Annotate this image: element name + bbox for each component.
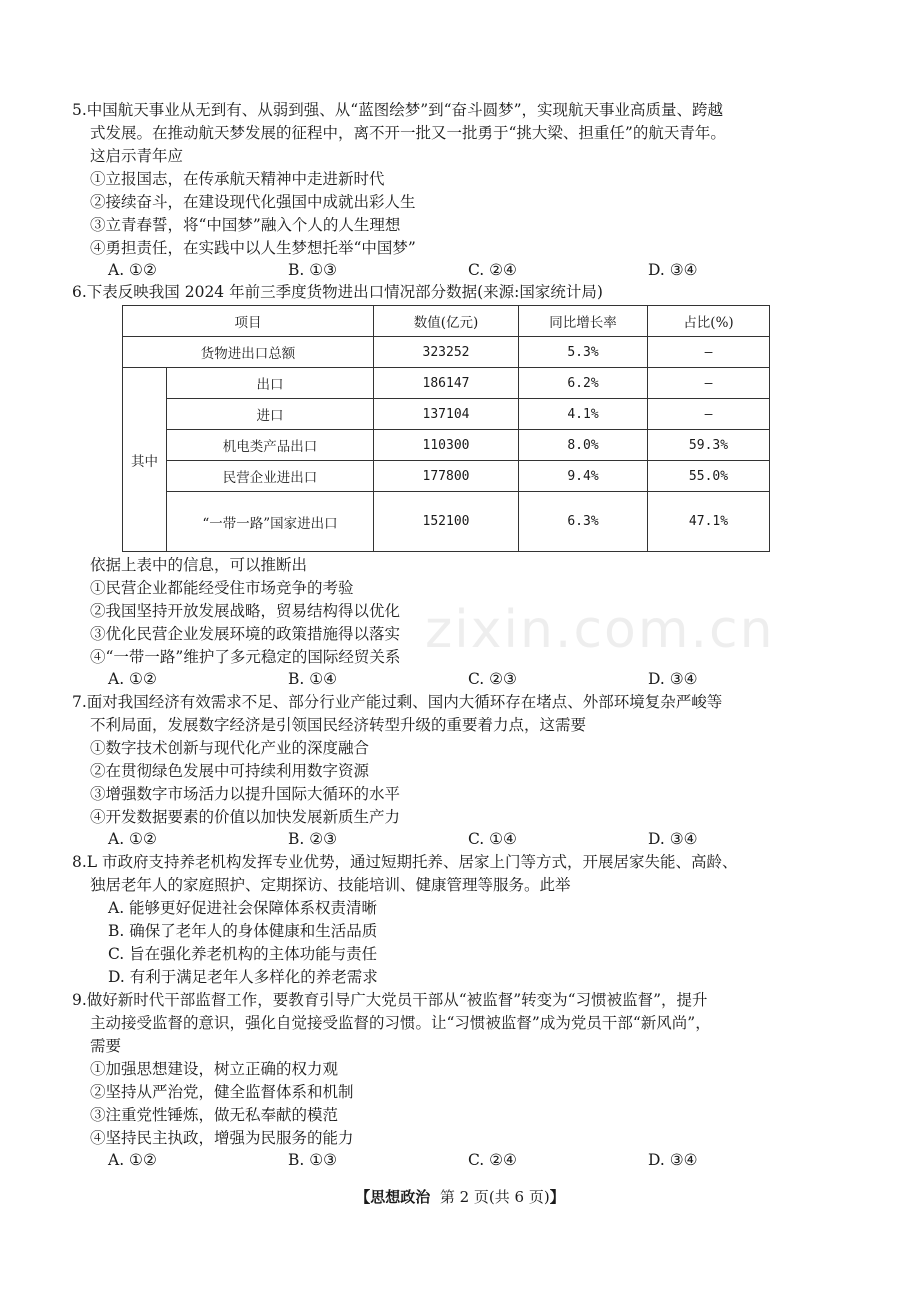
- question-7-choice-c: C. ①④: [468, 830, 517, 848]
- table-cell: 55.0%: [648, 461, 770, 492]
- table-cell: 6.2%: [519, 368, 648, 399]
- table-header-row: [123, 306, 770, 337]
- table-cell: 8.0%: [519, 430, 648, 461]
- question-8-option-b: B. 确保了老年人的身体健康和生活品质: [108, 922, 378, 940]
- question-5-option-1: ①立报国志，在传承航天精神中走进新时代: [90, 170, 385, 188]
- table-cell: 59.3%: [648, 430, 770, 461]
- table-row: [123, 461, 770, 492]
- table-header-item: 项目: [123, 306, 374, 337]
- table-cell: —: [648, 368, 770, 399]
- question-9-choice-b: B. ①③: [288, 1151, 338, 1169]
- question-5-stem-line-2: 式发展。在推动航天梦发展的征程中，离不开一批又一批勇于“挑大梁、担重任”的航天青年。: [90, 124, 726, 142]
- question-5-option-3: ③立青春誓，将“中国梦”融入个人的人生理想: [90, 216, 401, 234]
- table-cell: 186147: [374, 368, 519, 399]
- footer-bracket-close: 】: [549, 1188, 565, 1206]
- question-6-choice-a: A. ①②: [108, 670, 157, 688]
- question-9-option-2: ②坚持从严治党，健全监督体系和机制: [90, 1083, 354, 1101]
- question-6-choice-b: B. ①④: [288, 670, 338, 688]
- question-5-stem-line-1: 5.中国航天事业从无到有、从弱到强、从“蓝图绘梦”到“奋斗圆梦”，实现航天事业高质量、跨越: [72, 101, 723, 119]
- table-cell: 323252: [374, 337, 519, 368]
- question-5-option-4: ④勇担责任，在实践中以人生梦想托举“中国梦”: [90, 239, 416, 257]
- table-cell: “一带一路”国家进出口: [167, 492, 374, 552]
- question-5-choice-b: B. ①③: [288, 261, 338, 279]
- question-7-stem-line-2: 不利局面，发展数字经济是引领国民经济转型升级的重要着力点，这需要: [90, 716, 587, 734]
- table-cell: —: [648, 399, 770, 430]
- table-cell: 137104: [374, 399, 519, 430]
- question-5-choice-a: A. ①②: [108, 261, 157, 279]
- table-row: [123, 399, 770, 430]
- table-header-value: 数值(亿元): [374, 306, 519, 337]
- question-7-stem-line-1: 7.面对我国经济有效需求不足、部分行业产能过剩、国内大循环存在堵点、外部环境复杂严峻等: [72, 693, 723, 711]
- question-7-option-4: ④开发数据要素的价值以加快发展新质生产力: [90, 808, 401, 826]
- watermark: zixin.com.cn: [425, 600, 775, 660]
- table-cell: 机电类产品出口: [167, 430, 374, 461]
- table-cell: 货物进出口总额: [123, 337, 374, 368]
- table-cell: 9.4%: [519, 461, 648, 492]
- question-5-choice-c: C. ②④: [468, 261, 517, 279]
- question-6-lead: 依据上表中的信息，可以推断出: [90, 556, 308, 574]
- table-row-total: [123, 337, 770, 368]
- question-9-option-1: ①加强思想建设，树立正确的权力观: [90, 1060, 339, 1078]
- table-cell: 47.1%: [648, 492, 770, 552]
- question-9-choice-a: A. ①②: [108, 1151, 157, 1169]
- question-5-option-2: ②接续奋斗，在建设现代化强国中成就出彩人生: [90, 193, 416, 211]
- question-8-option-d: D. 有利于满足老年人多样化的养老需求: [108, 968, 378, 986]
- table-row: [123, 430, 770, 461]
- table-cell: 进口: [167, 399, 374, 430]
- question-8-option-a: A. 能够更好促进社会保障体系权责清晰: [108, 899, 378, 917]
- table-row: [123, 492, 770, 552]
- question-9-stem-line-3: 需要: [90, 1037, 122, 1055]
- question-8-option-c: C. 旨在强化养老机构的主体功能与责任: [108, 945, 378, 963]
- question-9-option-4: ④坚持民主执政，增强为民服务的能力: [90, 1129, 354, 1147]
- question-5-stem-line-3: 这启示青年应: [90, 147, 184, 165]
- table-cell: 152100: [374, 492, 519, 552]
- table-cell: 民营企业进出口: [167, 461, 374, 492]
- page-footer: [0, 1186, 920, 1208]
- table-row: [123, 368, 770, 399]
- footer-bracket-open: 【: [355, 1188, 371, 1206]
- question-7-option-3: ③增强数字市场活力以提升国际大循环的水平: [90, 785, 401, 803]
- table-cell: —: [648, 337, 770, 368]
- question-7-option-1: ①数字技术创新与现代化产业的深度融合: [90, 739, 370, 757]
- table-cell: 110300: [374, 430, 519, 461]
- question-9-option-3: ③注重党性锤炼，做无私奉献的模范: [90, 1106, 339, 1124]
- table-group-label: 其中: [123, 368, 167, 552]
- question-6-choice-c: C. ②③: [468, 670, 517, 688]
- question-9-stem-line-1: 9.做好新时代干部监督工作，要教育引导广大党员干部从“被监督”转变为“习惯被监督”，提升: [72, 991, 708, 1009]
- table-cell: 出口: [167, 368, 374, 399]
- question-7-choice-a: A. ①②: [108, 830, 157, 848]
- table-cell: 6.3%: [519, 492, 648, 552]
- question-6-option-3: ③优化民营企业发展环境的政策措施得以落实: [90, 625, 401, 643]
- footer-subject: 思想政治: [370, 1188, 431, 1206]
- question-6-option-4: ④“一带一路”维护了多元稳定的国际经贸关系: [90, 648, 401, 666]
- table-header-share: 占比(%): [648, 306, 770, 337]
- question-7-choice-b: B. ②③: [288, 830, 338, 848]
- question-7-option-2: ②在贯彻绿色发展中可持续利用数字资源: [90, 762, 370, 780]
- table-cell: 4.1%: [519, 399, 648, 430]
- question-8-stem-line-2: 独居老年人的家庭照护、定期探访、技能培训、健康管理等服务。此举: [90, 876, 571, 894]
- table-cell: 5.3%: [519, 337, 648, 368]
- question-5-choice-d: D. ③④: [648, 261, 698, 279]
- trade-data-table: [122, 305, 770, 552]
- question-6-choice-d: D. ③④: [648, 670, 698, 688]
- table-cell: 177800: [374, 461, 519, 492]
- question-9-stem-line-2: 主动接受监督的意识，强化自觉接受监督的习惯。让“习惯被监督”成为党员干部“新风尚”，: [90, 1014, 711, 1032]
- question-8-stem-line-1: 8.L 市政府支持养老机构发挥专业优势，通过短期托养、居家上门等方式，开展居家失能、高龄、: [72, 853, 738, 871]
- question-6-stem: 6.下表反映我国 2024 年前三季度货物进出口情况部分数据(来源:国家统计局): [72, 283, 603, 301]
- question-6-option-2: ②我国坚持开放发展战略，贸易结构得以优化: [90, 602, 401, 620]
- question-6-option-1: ①民营企业都能经受住市场竞争的考验: [90, 579, 354, 597]
- footer-page-number: 第 2 页(共 6 页): [439, 1188, 550, 1206]
- table-header-growth: 同比增长率: [519, 306, 648, 337]
- question-9-choice-c: C. ②④: [468, 1151, 517, 1169]
- question-9-choice-d: D. ③④: [648, 1151, 698, 1169]
- question-7-choice-d: D. ③④: [648, 830, 698, 848]
